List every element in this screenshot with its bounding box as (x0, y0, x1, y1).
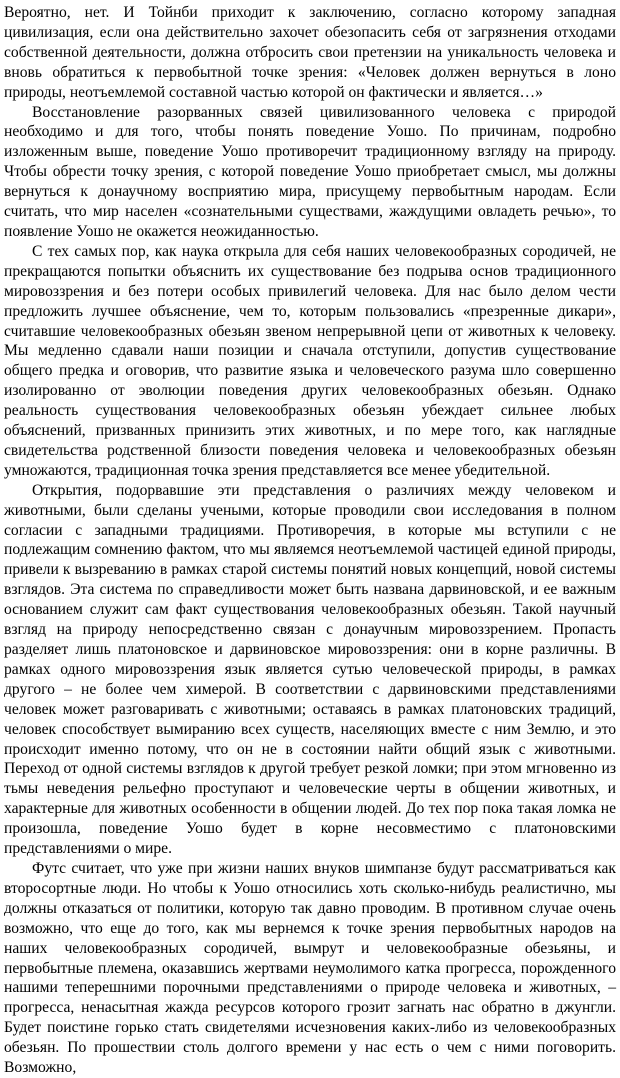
paragraph-3: С тех самых пор, как наука открыла для себя наших человекообразных сородичей, не прекращаются попытки объяснить их существование без подрыва основ традиционного мировоззрения и без потери особых привилегий человека. Для нас было делом чести предложить лучшее объяснение, чем то, которым пользовались «презренные дикари», считавшие человекообразных обезьян звеном непрерывной цепи от животных к человеку. Мы медленно сдавали наши позиции и сначала отступили, допустив существование общего предка и оговорив, что развитие языка и человеческого разума шло совершенно изолированно от эволюции поведения других человекообразных обезьян. Однако реальность существования человекообразных обезьян убеждает сильнее любых объяснений, призванных принизить этих животных, и по мере того, как наглядные свидетельства родственной близости поведения человека и человекообразных обезьян умножаются, традиционная точка зрения представляется все менее убедительной. (4, 242, 616, 479)
paragraph-5: Футс считает, что уже при жизни наших внуков шимпанзе будут рассматриваться как второсортные люди. Но чтобы к Уошо относились хоть сколько-нибудь реалистично, мы должны отказаться от политики, которую так давно проводим. В противном случае очень возможно, что еще до того, как мы вернемся к точке зрения первобытных народов на наших человекообразных сородичей, вымрут и человекообразные обезьяны, и первобытные племена, оказавшись жертвами неумолимого катка прогресса, порожденного нашими теперешними порочными представлениями о природе человека и животных, – прогресса, ненасытная жажда ресурсов которого грозит загнать нас обратно в джунгли. Будет поистине горько стать свидетелями исчезновения каких-либо из человекообразных обезьян. По прошествии столь долгого времени у нас есть о чем с ними поговорить. Возможно, (4, 859, 616, 1077)
paragraph-4: Открытия, подорвавшие эти представления о различиях между человеком и животными, были сделаны учеными, которые проводили свои исследования в полном согласии с западными традициями. Противоречия, в которые мы вступили с не подлежащим сомнению фактом, что мы являемся неотъемлемой частицей единой природы, привели к вызреванию в рамках старой системы понятий новых концепций, новой системы взглядов. Эта система по справедливости может быть названа дарвиновской, и ее важным основанием служит сам факт существования человекообразных обезьян. Такой научный взгляд на природу непосредственно связан с донаучным мировоззрением. Пропасть разделяет лишь платоновское и дарвиновское мировоззрения: они в корне различны. В рамках одного мировоззрения язык является сутью человеческой природы, в рамках другого – не более чем химерой. В соответствии с дарвиновскими представлениями человек может разговаривать с животными; оставаясь в рамках платоновских традиций, человек способствует вымиранию всех существ, населяющих вместе с ним Землю, и это происходит именно потому, что он не в состоянии найти общий язык с животными. Переход от одной системы взглядов к другой требует резкой ломки; при этом мгновенно из тьмы неведения рельефно проступают и человеческие черты в общении животных, и характерные для животных особенности в общении людей. До тех пор пока такая ломка не произошла, поведение Уошо будет в корне несовместимо с платоновскими представлениями о мире. (4, 481, 616, 858)
paragraph-2: Восстановление разорванных связей цивилизованного человека с природой необходимо и для того, чтобы понять поведение Уошо. По причинам, подробно изложенным выше, поведение Уошо противоречит традиционному взгляду на природу. Чтобы обрести точку зрения, с которой поведение Уошо приобретает смысл, мы должны вернуться к донаучному восприятию мира, присущему первобытным народам. Если считать, что мир населен «сознательными существами, жаждущими овладеть речью», то появление Уошо не окажется неожиданностью. (4, 103, 616, 240)
paragraph-1: Вероятно, нет. И Тойнби приходит к заключению, согласно которому западная цивилизация, если она действительно захочет обезопасить себя от загрязнения отходами собственной деятельности, должна отбросить свои претензии на уникальность человека и вновь обратиться к первобытной точке зрения: «Человек должен вернуться в лоно природы, неотъемлемой составной частью которой он фактически и является…» (4, 4, 616, 101)
